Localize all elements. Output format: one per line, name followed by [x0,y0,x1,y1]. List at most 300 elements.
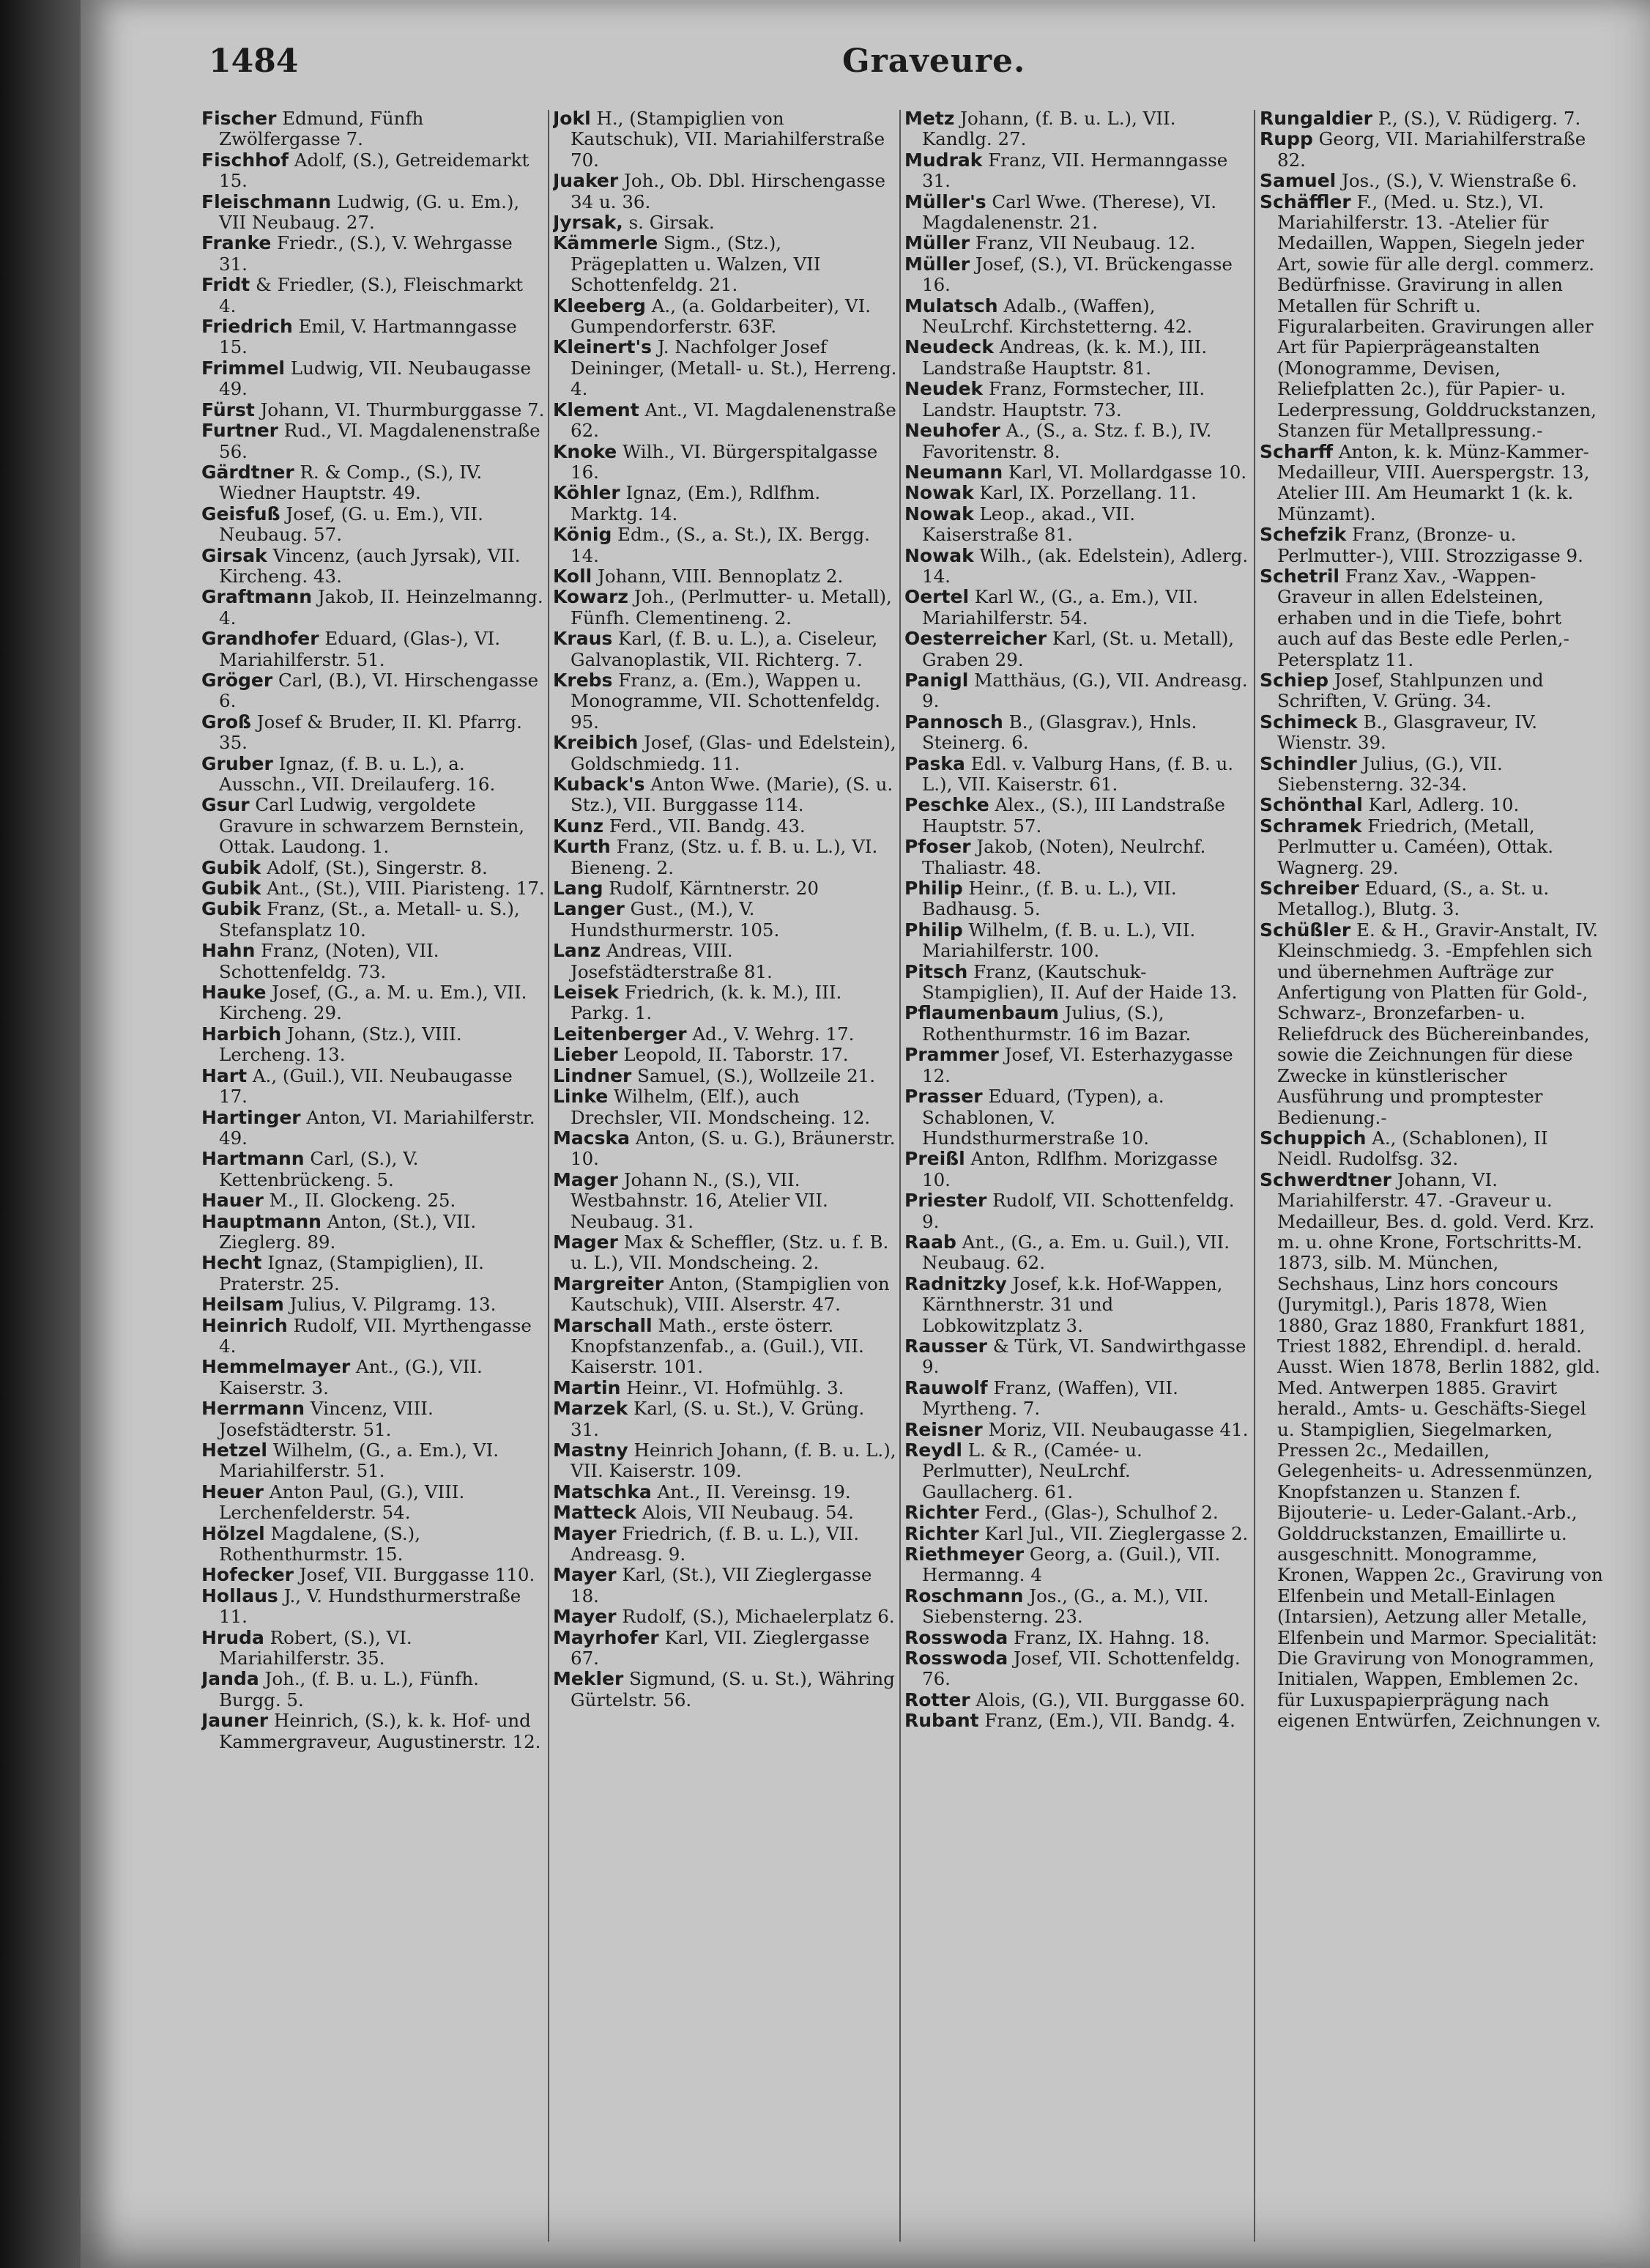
entry-name: Herrmann [201,1398,305,1420]
directory-entry [553,899,897,941]
entry-text: Franz, VII. Hermanngasse 31. [922,149,1228,192]
entry-name: Heinrich [201,1314,288,1336]
directory-entry [904,878,1249,920]
entry-text: Ignaz, (Stampiglien), II. Praterstr. 25. [219,1252,484,1294]
entry-text: A., (Guil.), VII. Neubaugasse 17. [219,1064,513,1108]
entry-name: Schramek [1260,815,1362,837]
entry-text: Max & Scheffler, (Stz. u. f. B. u. L.), VII. Mondscheing. 2. [571,1231,889,1274]
entry-text: Rud., VI. Magdalenenstraße 56. [219,420,540,462]
entry-name: Kurth [553,836,611,858]
entry-name: Rotter [904,1689,970,1711]
directory-entry [1260,566,1604,670]
entry-text: Franz, (Bronze- u. Perlmutter-), VIII. Strozzigasse 9. [1277,524,1583,566]
entry-name: Mayer [553,1522,617,1544]
entry-name: Macska [553,1127,630,1149]
entry-text: Karl, (S. u. St.), V. Grüng. 31. [571,1398,865,1440]
entry-text: Franz, Formstecher, III. Landstr. Hauptstr. 73. [922,378,1205,420]
entry-text: Rudolf, VII. Myrthengasse 4. [219,1314,532,1357]
directory-entry [201,400,546,420]
directory-entry [904,1628,1249,1648]
entry-text: E. & H., Gravir-Anstalt, IV. Kleinschmiedg. 3. -Empfehlen sich und übernehmen Aufträge zur Anfertigung von Platten für Gold-, Schwarz-, Bronzefarben- u. Reliefdruck des Büchereinbandes, sowie die Zeichnungen für diese Zwecke in künstlerischer Ausführung und promptester Bedienung.- [1277,919,1599,1128]
entry-name: Heuer [201,1480,264,1502]
entry-name: Prasser [904,1086,983,1108]
entry-text: Josef, VII. Burggasse 110. [294,1564,535,1586]
directory-entry [1260,878,1604,920]
entry-name: Richter [904,1502,979,1524]
directory-entry [553,1170,897,1232]
entry-name: Radnitzky [904,1272,1007,1294]
entry-text: Karl, VII. Zieglergasse 67. [571,1626,870,1670]
directory-entry [201,1212,546,1253]
entry-name: Peschke [904,794,989,816]
directory-entry [201,941,546,982]
directory-entry [904,1648,1249,1690]
entry-text: Eduard, (Typen), a. Schablonen, V. Hundsthurmerstraße 10. [922,1086,1164,1149]
entry-name: Müller [904,253,970,275]
directory-entry [553,1128,897,1170]
directory-entry [904,1502,1249,1523]
directory-entry [553,483,897,525]
directory-entry [201,1440,546,1482]
directory-entry [904,1003,1249,1045]
book-spine [0,0,81,2268]
entry-text: Emil, V. Hartmanngasse 15. [219,316,517,358]
entry-text: Franz, a. (Em.), Wappen u. Monogramme, VII. Schottenfeldg. 95. [571,669,881,733]
directory-entry [201,795,546,857]
entry-name: Hofecker [201,1564,294,1586]
directory-entry [553,525,897,566]
directory-entry [904,1711,1249,1731]
directory-entry [553,1378,897,1398]
entry-name: Hetzel [201,1439,267,1461]
entry-text: Friedrich, (Metall, Perlmutter u. Caméen), Ottak. Wagnerg. 29. [1277,815,1553,878]
entry-text: Julius, (G.), VII. Siebensterng. 32-34. [1277,752,1503,795]
entry-text: Wilh., VI. Bürgerspitalgasse 16. [571,440,878,483]
entry-name: Gubik [201,878,261,900]
directory-entry [904,420,1249,462]
directory-entry [1260,525,1604,566]
column-1 [201,108,546,2255]
entry-name: Samuel [1260,170,1337,192]
entry-name: Kraus [553,628,613,650]
directory-entry [553,1398,897,1440]
entry-text: H., (Stampiglien von Kautschuk), VII. Mariahilferstraße 70. [571,108,885,171]
directory-entry [1260,1128,1604,1170]
entry-name: Pflaumenbaum [904,1002,1059,1024]
entry-text: Friedrich, (f. B. u. L.), VII. Andreasg. 9. [571,1522,859,1565]
directory-entry [553,1565,897,1606]
entry-name: Panigl [904,669,969,691]
directory-entry [904,670,1249,712]
directory-entry [553,442,897,483]
entry-text: Friedr., (S.), V. Wehrgasse 31. [219,232,513,275]
directory-entry [553,1066,897,1086]
directory-entry [553,733,897,774]
directory-entry [904,795,1249,837]
entry-name: Neumann [904,461,1003,483]
directory-entry [553,1274,897,1316]
entry-text: & Friedler, (S.), Fleischmarkt 4. [219,274,524,316]
directory-entry [553,171,897,212]
directory-entry [201,462,546,504]
directory-entry [553,1086,897,1128]
entry-name: Schindler [1260,752,1357,774]
directory-entry [1260,171,1604,191]
entry-name: Schönthal [1260,794,1363,816]
entry-text: Heinrich, (S.), k. k. Hof- und Kammergraveur, Augustinerstr. 12. [219,1710,541,1752]
directory-entry [201,1524,546,1565]
directory-entry [201,275,546,316]
entry-text: Julius, (S.), Rothenthurmstr. 16 im Bazar. [922,1002,1192,1045]
directory-entry [904,379,1249,420]
entry-text: Franz, VII Neubaug. 12. [970,232,1196,254]
entry-text: & Türk, VI. Sandwirthgasse 9. [922,1335,1246,1378]
directory-entry [201,670,546,712]
entry-name: Metz [904,108,955,129]
column-2 [553,108,897,2255]
entry-text: J. Nachfolger Josef Deininger, (Metall- u. St.), Herreng. 4. [571,336,897,400]
directory-entry [1260,129,1604,171]
directory-entry [553,337,897,399]
directory-entry [553,1482,897,1502]
directory-entry [904,1544,1249,1586]
entry-name: Mayer [553,1564,617,1586]
directory-entry [201,1316,546,1357]
entry-text: Alex., (S.), III Landstraße Hauptstr. 57. [922,794,1225,837]
entry-text: J., V. Hundsthurmerstraße 11. [219,1585,521,1628]
entry-name: Lang [553,878,603,900]
entry-name: Hemmelmayer [201,1356,351,1378]
entry-name: Graftmann [201,586,313,608]
directory-entry [201,712,546,754]
entry-text: Ant., (G., a. Em. u. Guil.), VII. Neubaug. 62. [922,1231,1230,1274]
directory-entry [553,566,897,587]
entry-name: Kleeberg [553,294,646,316]
entry-name: Neuhofer [904,420,1000,442]
entry-name: Hahn [201,940,256,962]
entry-text: Julius, V. Pilgramg. 13. [283,1294,497,1316]
entry-text: Ignaz, (f. B. u. L.), a. Ausschn., VII. Dreilauferg. 16. [219,752,496,795]
entry-name: Schiep [1260,669,1329,691]
directory-entry [553,1045,897,1065]
entry-text: Heinr., (f. B. u. L.), VII. Badhausg. 5. [922,878,1177,920]
directory-entry [201,1149,546,1190]
entry-text: Joh., (f. B. u. L.), Fünfh. Burgg. 5. [219,1668,479,1711]
entry-text: Sigm., (Stz.), Prägeplatten u. Walzen, VII Schottenfeldg. 21. [571,232,821,296]
entry-text: Matthäus, (G.), VII. Andreasg. 9. [922,669,1248,712]
entry-name: Hölzel [201,1522,265,1544]
entry-text: Edmund, Fünfh Zwölfergasse 7. [219,108,424,150]
entry-text: Rudolf, Kärntnerstr. 20 [603,878,819,900]
entry-text: Ant., (G.), VII. Kaiserstr. 3. [219,1356,483,1398]
entry-name: Leitenberger [553,1023,687,1045]
entry-name: Fischhof [201,149,289,171]
entry-text: Karl, IX. Porzellang. 11. [973,482,1197,504]
directory-entry [553,670,897,733]
directory-entry [904,754,1249,796]
entry-name: Kowarz [553,586,628,608]
entry-name: Richter [904,1522,979,1544]
entry-name: Koll [553,565,592,587]
entry-text: Josef, Stahlpunzen und Schriften, V. Grüng. 34. [1277,669,1544,712]
directory-entry [553,941,897,982]
entry-text: Adalb., (Waffen), NeuLrchf. Kirchstetterng. 42. [922,294,1193,338]
entry-text: Josef, (S.), VI. Brückengasse 16. [922,253,1233,296]
entry-text: Samuel, (S.), Wollzeile 21. [631,1064,876,1086]
entry-name: Hauer [201,1190,264,1212]
directory-entry [201,982,546,1024]
entry-text: Carl, (S.), V. Kettenbrückeng. 5. [219,1148,419,1190]
directory-entry [201,754,546,796]
entry-text: Karl Jul., VII. Zieglergasse 2. [978,1522,1249,1544]
directory-entry [904,504,1249,546]
directory-entry [1260,670,1604,712]
entry-text: Franz, (Waffen), VII. Myrtheng. 7. [922,1376,1178,1420]
directory-entry [553,212,897,233]
entry-name: Schüßler [1260,919,1351,941]
directory-entry [1260,754,1604,796]
directory-entry [1260,1170,1604,1732]
directory-entry [904,629,1249,670]
entry-text: Rudolf, VII. Schottenfeldg. 9. [922,1190,1235,1232]
entry-text: Alois, (G.), VII. Burggasse 60. [970,1689,1246,1711]
entry-text: Karl, Adlerg. 10. [1362,794,1520,816]
entry-text: Franz, IX. Hahng. 18. [1008,1626,1211,1648]
directory-entry [553,233,897,295]
entry-text: Adolf, (S.), Getreidemarkt 15. [219,149,529,192]
entry-text: Karl, (St.), VII Zieglergasse 18. [571,1564,872,1606]
entry-name: Hecht [201,1252,262,1274]
entry-name: Gruber [201,752,273,774]
entry-text: Heinr., VI. Hofmühlg. 3. [620,1376,844,1398]
entry-text: Anton, (St.), VII. Zieglerg. 89. [219,1210,477,1253]
entry-name: Linke [553,1086,609,1108]
entry-name: Rupp [1260,128,1313,150]
column-4 [1260,108,1604,2255]
entry-name: Frimmel [201,357,286,379]
entry-text: B., Glasgraveur, IV. Wienstr. 39. [1277,711,1537,754]
entry-name: Schimeck [1260,711,1358,733]
entry-name: Marzek [553,1398,628,1420]
entry-name: Hollaus [201,1585,278,1606]
entry-text: Johann, (f. B. u. L.), VII. Kandlg. 27. [922,108,1176,150]
entry-name: Jauner [201,1710,269,1732]
directory-entry [553,629,897,670]
directory-entry [904,233,1249,253]
entry-name: Mager [553,1231,618,1253]
entry-text: Ant., VI. Magdalenenstraße 62. [571,399,896,442]
directory-entry [1260,192,1604,442]
entry-name: Mastny [553,1439,628,1461]
directory-entry [201,1024,546,1066]
entry-name: Janda [201,1668,259,1690]
directory-entry [553,1440,897,1482]
entry-text: Jos., (G., a. M.), VII. Siebensterng. 23. [922,1585,1209,1628]
entry-name: Leisek [553,982,619,1004]
entry-name: Jokl [553,108,591,129]
entry-text: Edl. v. Valburg Hans, (f. B. u. L.), VII. Kaiserstr. 61. [922,752,1234,795]
entry-text: Carl Ludwig, vergoldete Gravure in schwarzem Bernstein, Ottak. Laudong. 1. [219,794,525,858]
entry-name: Kuback's [553,774,645,795]
entry-text: Jos., (S.), V. Wienstraße 6. [1336,170,1577,192]
entry-name: Paska [904,752,965,774]
entry-text: Ad., V. Wehrg. 17. [686,1023,855,1045]
directory-entry [201,1357,546,1398]
entry-name: Klement [553,399,639,420]
entry-name: Kunz [553,815,604,837]
entry-text: Wilhelm, (G., a. Em.), VI. Mariahilferstr. 51. [219,1439,499,1482]
directory-entry [201,504,546,546]
directory-entry [1260,920,1604,1128]
entry-text: Rudolf, (S.), Michaelerplatz 6. [616,1606,895,1628]
directory-entry [904,1149,1249,1190]
entry-name: Preißl [904,1148,965,1170]
entry-name: Groß [201,711,252,733]
entry-name: Fridt [201,274,250,296]
directory-entry [553,1316,897,1378]
directory-entry [1260,795,1604,815]
directory-entry [201,150,546,192]
entry-name: Gärdtner [201,461,294,483]
entry-name: Roschmann [904,1585,1024,1606]
directory-entry [201,1711,546,1752]
directory-entry [201,420,546,462]
entry-name: Prammer [904,1044,999,1066]
entry-name: Schwerdtner [1260,1168,1391,1190]
entry-name: Rosswoda [904,1626,1008,1648]
entry-name: Philip [904,878,963,900]
entry-name: Köhler [553,482,620,504]
directory-entry [201,878,546,899]
entry-name: Kämmerle [553,232,658,254]
entry-text: Ant., II. Vereinsg. 19. [651,1480,851,1502]
entry-text: Carl, (B.), VI. Hirschengasse 6. [219,669,539,712]
directory-entry [553,816,897,837]
entry-name: Pitsch [904,960,968,982]
directory-entry [201,108,546,150]
entry-text: Josef, VII. Schottenfeldg. 76. [922,1648,1241,1690]
entry-text: Josef, VI. Esterhazygasse 12. [922,1044,1233,1086]
entry-name: Müller's [904,190,986,212]
entry-text: A., (Schablonen), II Neidl. Rudolfsg. 32. [1277,1127,1548,1170]
entry-name: Hruda [201,1626,264,1648]
directory-entry [201,858,546,878]
directory-entry [904,546,1249,588]
directory-entry [553,587,897,629]
entry-text: Johann, VI. Thurmburggasse 7. [254,399,545,420]
entry-name: Geisfuß [201,503,280,525]
entry-text: Franz, (Kautschuk-Stampiglien), II. Auf der Haide 13. [922,960,1238,1004]
entry-text: Vincenz, VIII. Josefstädterstr. 51. [219,1398,434,1440]
entry-name: Harbich [201,1023,282,1045]
directory-entry [1260,108,1604,129]
entry-text: Georg, VII. Mariahilferstraße 82. [1277,128,1586,171]
entry-name: Philip [904,919,963,941]
entry-text: Josef, (G., a. M. u. Em.), VII. Kircheng. 29. [219,982,527,1024]
entry-name: Mayer [553,1606,617,1628]
entry-name: Gubik [201,898,261,920]
directory-entry [904,150,1249,192]
entry-text: Andreas, VIII. Josefstädterstraße 81. [571,940,773,982]
entry-name: Fleischmann [201,190,332,212]
directory-entry [904,1378,1249,1420]
entry-name: Martin [553,1376,621,1398]
entry-name: Raab [904,1231,956,1253]
entry-name: Kleinert's [553,336,653,358]
directory-entry [904,296,1249,338]
entry-text: P., (S.), V. Rüdigerg. 7. [1372,108,1581,129]
entry-name: Schuppich [1260,1127,1367,1149]
directory-entry [904,1524,1249,1544]
directory-entry [553,774,897,816]
entry-text: Anton, Rdlfhm. Morizgasse 10. [922,1148,1218,1190]
directory-entry [553,1024,897,1045]
entry-name: Neudeck [904,336,994,358]
directory-entry [904,1274,1249,1336]
entry-text: F., (Med. u. Stz.), VI. Mariahilferstr. 13. -Atelier für Medaillen, Wappen, Siegeln jeder Art, sowie für alle dergl. commerz. Bedürfnisse. Gravirung in allen Metallen für Schrift u. Figuralarbeiten. Gravirungen aller Art für Papierprägeanstalten (Monogramme, Devisen, Reliefplatten 2c.), für Papier- u. Lederpressung, Golddruckstanzen, Stanzen für Metallpressung.- [1277,190,1597,442]
entry-text: Friedrich, (k. k. M.), III. Parkg. 1. [571,982,842,1024]
directory-entry [904,462,1249,483]
entry-text: Josef, (Glas- und Edelstein), Goldschmiedg. 11. [571,732,896,774]
entry-name: Schetril [1260,565,1339,587]
directory-entry [201,316,546,358]
entry-name: Rausser [904,1335,987,1357]
entry-text: Johann, VI. Mariahilferstr. 47. -Graveur u. Medailleur, Bes. d. gold. Verd. Krz. m. u. ohne Krone, Fortschritts-M. 1873, silb. M. München, Sechshaus, Linz hors concours (Jurymitgl.), Paris 1878, Wien 1880, Graz 1880, Frankfurt 1881, Triest 1882, Ehrendipl. d. herald. Ausst. Wien 1878, Berlin 1882, gld. Med. Antwerpen 1885. Gravirt herald., Amts- u. Geschäfts-Siegel u. Stampiglien, Siegelmarken, Pressen 2c., Medaillen, Gelegenheits- u. Adressenmünzen, Knopfstanzen u. Stanzen f. Bijouterie- u. Leder-Galant.-Arb., Golddruckstanzen, Emaillirte u. ausgeschnitt. Monogramme, Kronen, Wappen 2c., Gravirung von Elfenbein und Metall-Einlagen (Intarsien), Aetzung aller Metalle, Elfenbein und Marmor. Specialität: Die Gravirung von Monogrammen, Initialen, Wappen, Emblemen 2c. für Luxuspapierprägung nach eigenen Entwürfen, Zeichnungen v. [1277,1168,1603,1732]
directory-entry [201,1108,546,1149]
entry-text: Adolf, (St.), Singerstr. 8. [261,856,488,878]
entry-text: M., II. Glockeng. 25. [263,1190,456,1212]
entry-text: Jakob, (Noten), Neulrchf. Thaliastr. 48. [922,836,1206,878]
directory-entry [553,1628,897,1670]
directory-entry [553,108,897,171]
entry-name: Matschka [553,1480,652,1502]
entry-text: Gust., (M.), V. Hundsthurmerstr. 105. [571,898,780,941]
entry-name: Riethmeyer [904,1544,1025,1565]
directory-entry [553,1502,897,1523]
entry-text: Joh., (Perlmutter- u. Metall), Fünfh. Clementineng. 2. [571,586,892,629]
entry-text: R. & Comp., (S.), IV. Wiedner Hauptstr. 49. [219,461,483,504]
directory-entry [201,358,546,400]
directory-entry [904,254,1249,296]
entry-name: Rungaldier [1260,108,1372,129]
entry-name: Heilsam [201,1294,284,1316]
entry-name: Neudek [904,378,984,400]
entry-name: Lindner [553,1064,632,1086]
directory-entry [201,1565,546,1585]
entry-text: Vincenz, (auch Jyrsak), VII. Kircheng. 43. [219,544,521,587]
entry-text: Alois, VII Neubaug. 54. [636,1502,854,1524]
directory-entry [904,962,1249,1004]
entry-name: Schreiber [1260,878,1359,900]
directory-entry [904,483,1249,503]
entry-text: Franz Xav., -Wappen-Graveur in allen Edelsteinen, erhaben und in die Tiefe, bohrt auch auf das Beste edle Perlen,- Petersplatz 11. [1277,565,1569,670]
entry-name: Mekler [553,1668,624,1690]
entry-text: Heinrich Johann, (f. B. u. L.), VII. Kaiserstr. 109. [571,1439,896,1482]
entry-name: Lieber [553,1044,618,1066]
directory-entry [904,587,1249,629]
entry-name: Girsak [201,544,267,566]
entry-name: Schäffler [1260,190,1351,212]
entry-name: Fürst [201,399,255,420]
entry-name: Friedrich [201,316,293,338]
directory-entry [904,192,1249,234]
entry-text: Johann N., (S.), VII. Westbahnstr. 16, Atelier VII. Neubaug. 31. [571,1168,828,1232]
entry-text: Moriz, VII. Neubaugasse 41. [982,1418,1249,1440]
entry-text: Georg, a. (Guil.), VII. Hermanng. 4 [922,1544,1221,1586]
entry-text: Wilhelm, (f. B. u. L.), VII. Mariahilferstr. 100. [922,919,1196,962]
entry-text: Eduard, (S., a. St. u. Metallog.), Blutg. 3. [1277,878,1550,920]
entry-text: Ludwig, (G. u. Em.), VII Neubaug. 27. [219,190,520,234]
